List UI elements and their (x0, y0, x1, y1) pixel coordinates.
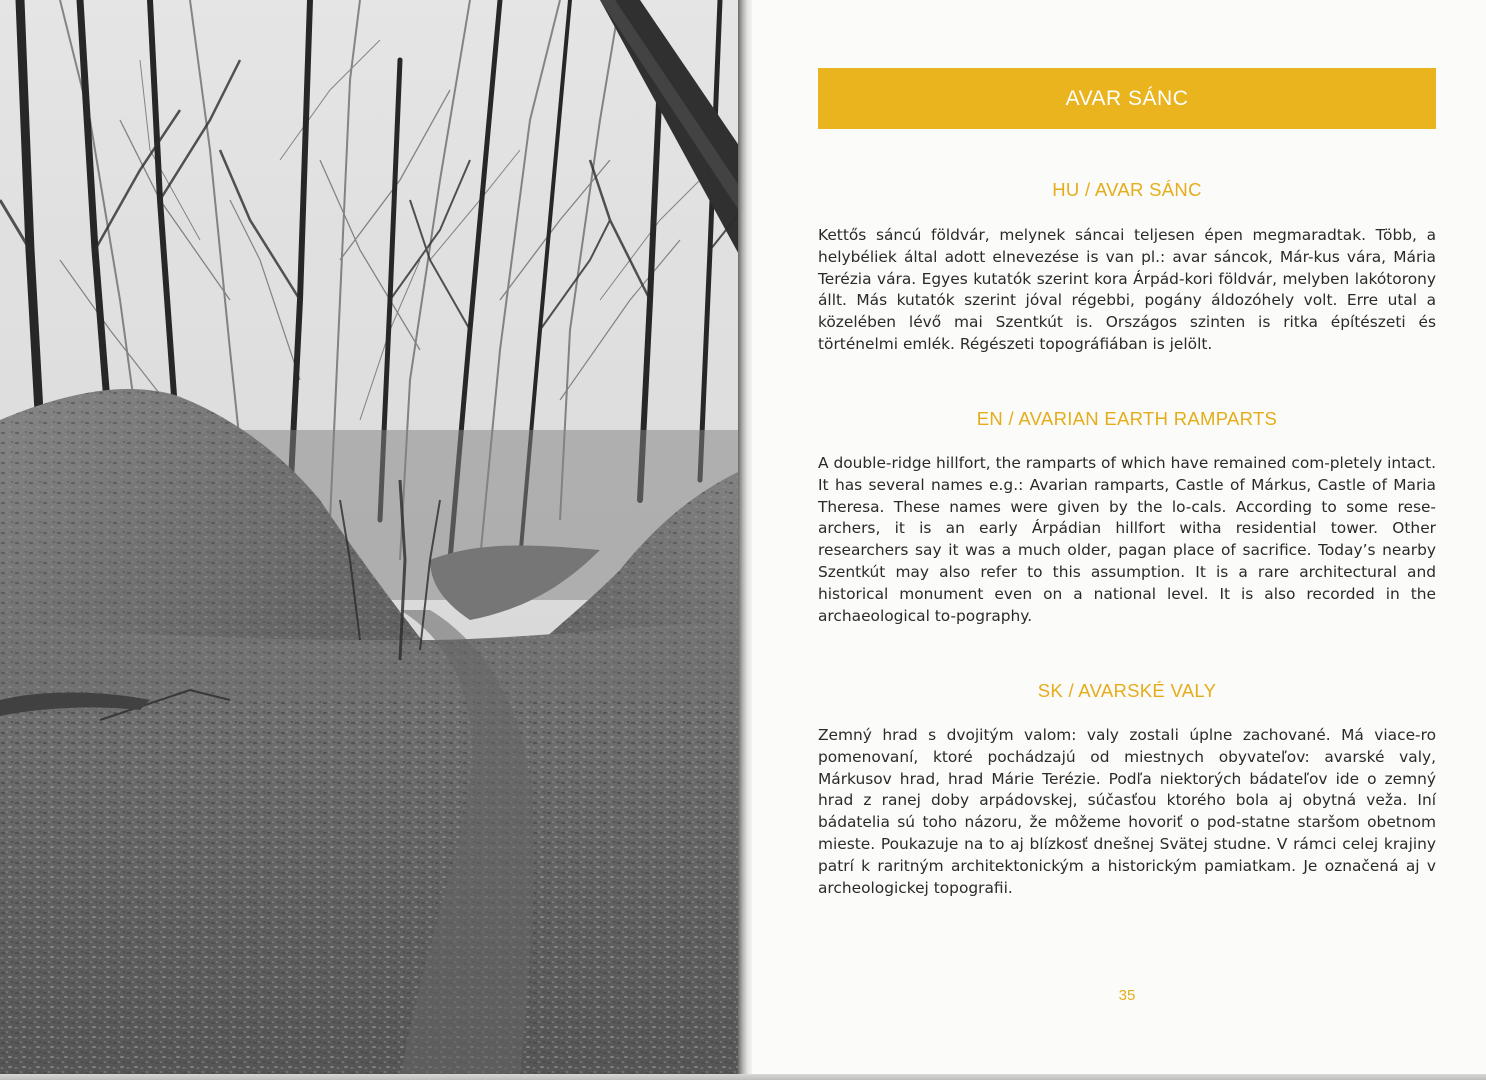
page-bottom-edge (0, 1074, 1486, 1080)
forest-rampart-photo (0, 0, 742, 1080)
page-title: AVAR SÁNC (1065, 86, 1189, 110)
section-heading-en: EN / AVARIAN EARTH RAMPARTS (976, 408, 1278, 429)
section-text-en: A double-ridge hillfort, the ramparts of which have remained com-pletely intact. It has several names e.g.: Avarian ramparts, Castle of Márkus, Castle of Maria Theresa. These names were given by the lo-cals. According to some rese-archers, it is an early Árpádian hillfort witha residential tower. Other researchers say it was a much older, pagan place of sacrifice. Today’s nearby Szentkút may also refer to this assumption. It is a rare architectural and historical monument even on a national level. It is also recorded in the archaeological to-pography. (818, 454, 1436, 625)
page-number: 35 (1118, 987, 1136, 1004)
photo-page (0, 0, 742, 1080)
book-gutter (738, 0, 752, 1080)
section-heading-hu: HU / AVAR SÁNC (1052, 179, 1202, 200)
title-banner (818, 68, 1436, 129)
section-heading-sk: SK / AVARSKÉ VALY (1037, 680, 1217, 701)
text-page (752, 0, 1486, 1080)
section-text-sk: Zemný hrad s dvojitým valom: valy zostali úplne zachované. Má viace-ro pomenovaní, ktoré pochádzajú od miestnych obyvateľov: avarské valy, Márkusov hrad, hrad Márie Terézie. Podľa niektorých bádateľov ide o zemný hrad z ranej doby arpádovskej, súčasťou ktorého bola aj obytná veža. Iní bádatelia sú toho názoru, že môžeme hovoriť o pod-statne staršom obetnom mieste. Poukazuje na to aj blízkosť dnešnej Svätej studne. V rámci celej krajiny patrí k raritným architektonickým a historickým pamiatkam. Je označená aj v archeologickej topografii. (818, 726, 1436, 897)
section-text-hu: Kettős sáncú földvár, melynek sáncai teljesen épen megmaradtak. Több, a helybéliek által adott elnevezése is van pl.: avar sáncok, Már-kus vára, Mária Terézia vára. Egyes kutatók szerint kora Árpád-kori földvár, melyben lakótorony állt. Más kutatók szerint jóval régebbi, pogány áldozóhely volt. Erre utal a közelében lévő mai Szentkút is. Országos szinten is ritka építészeti és történelmi emlék. Régészeti topográfiában is jelölt. (818, 226, 1436, 353)
